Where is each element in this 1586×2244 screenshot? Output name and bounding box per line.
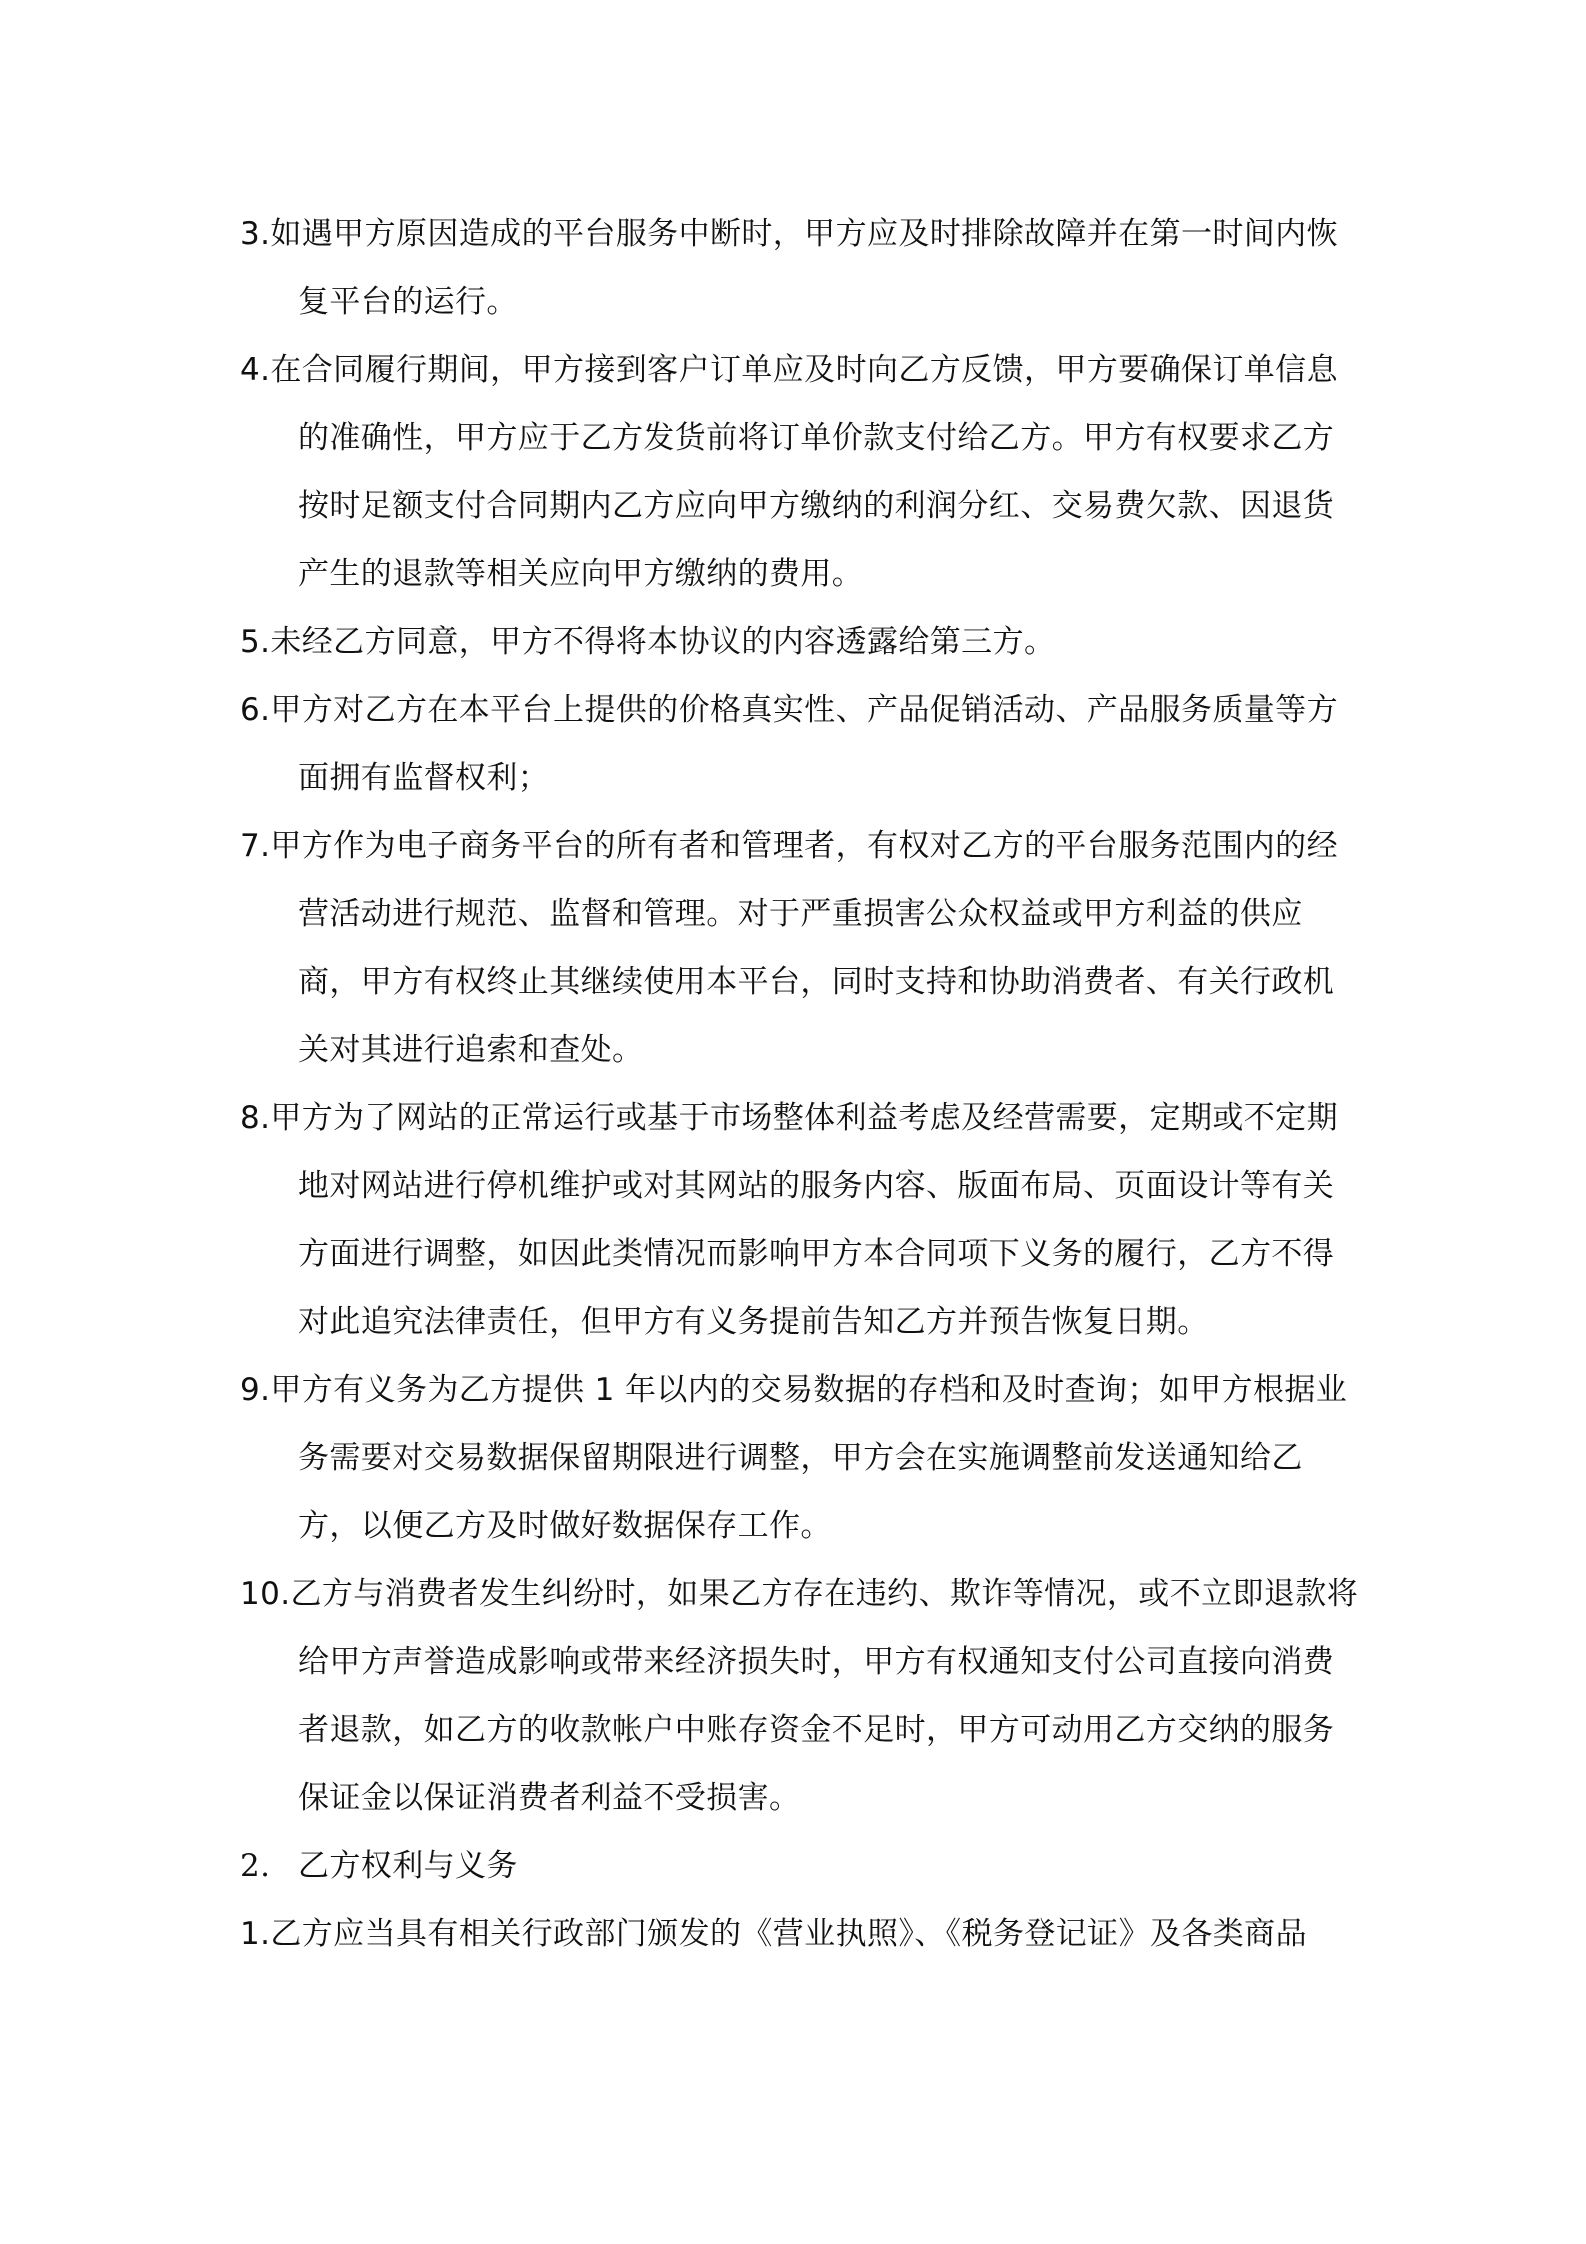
document-body	[240, 200, 1360, 1968]
section-clause-item-1: 1.乙方应当具有相关行政部门颁发的《营业执照》、《税务登记证》及各类商品	[240, 1916, 1307, 1952]
clause-item-3: 3.如遇甲方原因造成的平台服务中断时，甲方应及时排除故障并在第一时间内恢复平台的运行。	[240, 216, 1338, 320]
clause-item-10: 10.乙方与消费者发生纠纷时，如果乙方存在违约、欺诈等情况，或不立即退款将给甲方声誉造成影响或带来经济损失时，甲方有权通知支付公司直接向消费者退款，如乙方的收款帐户中账存资金不足时，甲方可动用乙方交纳的服务保证金以保证消费者利益不受损害。	[240, 1576, 1359, 1816]
clause-item-7: 7.甲方作为电子商务平台的所有者和管理者，有权对乙方的平台服务范围内的经营活动进行规范、监督和管理。对于严重损害公众权益或甲方利益的供应商，甲方有权终止其继续使用本平台，同时支持和协助消费者、有关行政机关对其进行追索和查处。	[240, 828, 1338, 1068]
section-heading	[240, 1832, 1360, 1900]
section-title: 乙方权利与义务	[298, 1848, 518, 1884]
section-number: 2.	[240, 1848, 271, 1884]
clause-item-4: 4.在合同履行期间，甲方接到客户订单应及时向乙方反馈，甲方要确保订单信息的准确性，甲方应于乙方发货前将订单价款支付给乙方。甲方有权要求乙方按时足额支付合同期内乙方应向甲方缴纳的利润分红、交易费欠款、因退货产生的退款等相关应向甲方缴纳的费用。	[240, 352, 1338, 592]
clause-item-6: 6.甲方对乙方在本平台上提供的价格真实性、产品促销活动、产品服务质量等方面拥有监督权利；	[240, 692, 1338, 796]
clause-item-8: 8.甲方为了网站的正常运行或基于市场整体利益考虑及经营需要，定期或不定期地对网站进行停机维护或对其网站的服务内容、版面布局、页面设计等有关方面进行调整，如因此类情况而影响甲方本合同项下义务的履行，乙方不得对此追究法律责任，但甲方有义务提前告知乙方并预告恢复日期。	[240, 1100, 1338, 1340]
clause-item-5: 5.未经乙方同意，甲方不得将本协议的内容透露给第三方。	[240, 624, 1056, 660]
clause-item-9: 9.甲方有义务为乙方提供 1 年以内的交易数据的存档和及时查询；如甲方根据业务需要对交易数据保留期限进行调整，甲方会在实施调整前发送通知给乙方，以便乙方及时做好数据保存工作。	[240, 1372, 1348, 1544]
